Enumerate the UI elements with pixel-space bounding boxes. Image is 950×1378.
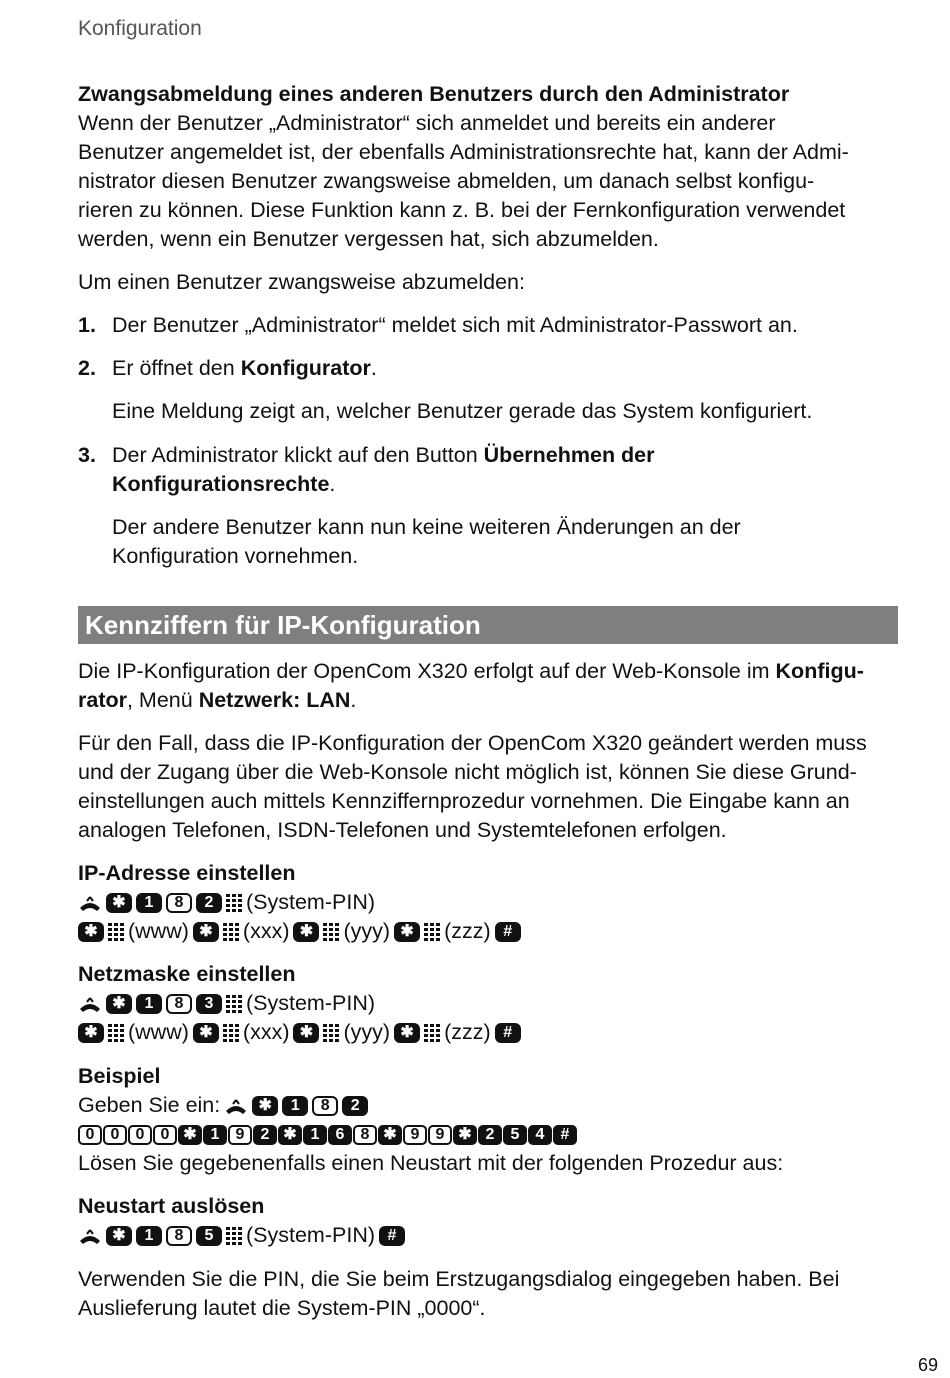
handset-lift-icon [78, 893, 102, 913]
keypad-icon [223, 1024, 239, 1042]
hash-key: # [495, 1023, 521, 1043]
example-intro: Geben Sie ein: [78, 1093, 221, 1117]
star-key: ✱ [394, 922, 420, 942]
key-8: 8 [312, 1096, 338, 1116]
example-key: ✱ [378, 1125, 402, 1145]
section-heading: Zwangsabmeldung eines anderen Benutzers durch den Administrator [78, 82, 790, 106]
paragraph-line: Wenn der Benutzer „Administrator“ sich anmeldet und bereits ein anderer [78, 111, 776, 135]
paragraph-line: werden, wenn ein Benutzer vergessen hat, sich abzumelden. [78, 227, 659, 251]
list-intro: Um einen Benutzer zwangsweise abzumelden: [78, 270, 525, 294]
example-key: 0 [153, 1125, 177, 1145]
keypad-icon [226, 1227, 242, 1245]
placeholder-label: (zzz) [444, 1020, 491, 1044]
list-item [78, 311, 898, 340]
example-key: 8 [353, 1125, 377, 1145]
running-header: Konfiguration [78, 17, 202, 40]
placeholder-label: (yyy) [343, 919, 391, 943]
hash-key: # [379, 1226, 405, 1246]
placeholder-label: (yyy) [343, 1020, 391, 1044]
star-key: ✱ [394, 1023, 420, 1043]
list-item [78, 441, 898, 499]
list-note: Der andere Benutzer kann nun keine weiteren Änderungen an der Konfiguration vornehmen. [112, 515, 741, 568]
paragraph-line: rieren zu können. Diese Funktion kann z. B. bei der Fernkonfiguration verwendet [78, 198, 846, 222]
example-key: ✱ [178, 1125, 202, 1145]
section-title-banner: Kennziffern für IP-Konfiguration [78, 606, 898, 644]
keypad-icon [108, 923, 124, 941]
list-item [78, 354, 898, 383]
example-key: 4 [528, 1125, 552, 1145]
keypad-icon [323, 923, 339, 941]
keypad-icon [226, 894, 242, 912]
paragraph-line: Auslieferung lautet die System-PIN „0000“. [78, 1296, 486, 1320]
key-sequence [78, 1018, 898, 1047]
example-key: 9 [228, 1125, 252, 1145]
paragraph-line: Lösen Sie gegebenenfalls einen Neustart mit der folgenden Prozedur aus: [78, 1151, 784, 1175]
star-key: ✱ [293, 922, 319, 942]
placeholder-label: (www) [128, 1020, 189, 1044]
placeholder-label: (System-PIN) [246, 890, 375, 914]
key-5: 5 [196, 1226, 222, 1246]
example-key: 2 [478, 1125, 502, 1145]
example-key: 1 [303, 1125, 327, 1145]
star-key: ✱ [106, 1226, 132, 1246]
key-1: 1 [136, 994, 162, 1014]
example-key: # [553, 1125, 577, 1145]
placeholder-label: (www) [128, 919, 189, 943]
example-key: 2 [253, 1125, 277, 1145]
key-8: 8 [166, 893, 192, 913]
example-key: ✱ [278, 1125, 302, 1145]
list-text: Er öffnet den Konfigurator. [112, 356, 377, 380]
list-note: Eine Meldung zeigt an, welcher Benutzer gerade das System konfiguriert. [112, 399, 813, 423]
subheading: Beispiel [78, 1064, 161, 1088]
example-intro-line [78, 1091, 898, 1120]
paragraph-line: und der Zugang über die Web-Konsole nicht möglich ist, können Sie diese Grund- [78, 760, 857, 784]
star-key: ✱ [78, 922, 104, 942]
keypad-icon [226, 995, 242, 1013]
key-2: 2 [196, 893, 222, 913]
example-key-sequence [78, 1120, 898, 1149]
example-key: ✱ [453, 1125, 477, 1145]
placeholder-label: (System-PIN) [246, 991, 375, 1015]
handset-lift-icon [78, 1226, 102, 1246]
star-key: ✱ [78, 1023, 104, 1043]
paragraph: Die IP-Konfiguration der OpenCom X320 erfolgt auf der Web-Konsole im Konfigu- rator, Menü Netzwerk: LAN. [78, 659, 864, 712]
paragraph-line: nistrator diesen Benutzer zwangsweise abmelden, um danach selbst konfigu- [78, 169, 815, 193]
example-key: 9 [428, 1125, 452, 1145]
placeholder-label: (System-PIN) [246, 1223, 375, 1247]
star-key: ✱ [252, 1096, 278, 1116]
list-number: 2. [78, 356, 96, 380]
placeholder-label: (zzz) [444, 919, 491, 943]
example-key: 0 [128, 1125, 152, 1145]
key-3: 3 [196, 994, 222, 1014]
paragraph-line: Benutzer angemeldet ist, der ebenfalls Administrationsrechte hat, kann der Admi- [78, 140, 849, 164]
key-1: 1 [282, 1096, 308, 1116]
key-1: 1 [136, 893, 162, 913]
example-key: 9 [403, 1125, 427, 1145]
subheading: IP-Adresse einstellen [78, 861, 296, 885]
key-8: 8 [166, 1226, 192, 1246]
paragraph-line: Für den Fall, dass die IP-Konfiguration der OpenCom X320 geändert werden muss [78, 731, 867, 755]
key-sequence [78, 917, 898, 946]
key-sequence [78, 989, 898, 1018]
example-key: 5 [503, 1125, 527, 1145]
list-text: Der Benutzer „Administrator“ meldet sich mit Administrator-Passwort an. [112, 313, 798, 337]
key-2: 2 [342, 1096, 368, 1116]
hash-key: # [495, 922, 521, 942]
example-key: 6 [328, 1125, 352, 1145]
star-key: ✱ [106, 893, 132, 913]
key-sequence [78, 888, 898, 917]
keypad-icon [108, 1024, 124, 1042]
handset-lift-icon [78, 994, 102, 1014]
star-key: ✱ [293, 1023, 319, 1043]
example-key: 1 [203, 1125, 227, 1145]
placeholder-label: (xxx) [242, 1020, 290, 1044]
handset-lift-icon [224, 1096, 248, 1116]
page-number: 69 [917, 1355, 938, 1375]
placeholder-label: (xxx) [242, 919, 290, 943]
example-key: 0 [103, 1125, 127, 1145]
paragraph-line: analogen Telefonen, ISDN-Telefonen und Systemtelefonen erfolgen. [78, 818, 727, 842]
keypad-icon [223, 923, 239, 941]
star-key: ✱ [106, 994, 132, 1014]
subheading: Neustart auslösen [78, 1194, 265, 1218]
star-key: ✱ [193, 1023, 219, 1043]
key-8: 8 [166, 994, 192, 1014]
example-key: 0 [78, 1125, 102, 1145]
paragraph-line: Verwenden Sie die PIN, die Sie beim Erstzugangsdialog eingegeben haben. Bei [78, 1267, 840, 1291]
keypad-icon [424, 1024, 440, 1042]
keypad-icon [323, 1024, 339, 1042]
key-1: 1 [136, 1226, 162, 1246]
star-key: ✱ [193, 922, 219, 942]
subheading: Netzmaske einstellen [78, 962, 296, 986]
list-text: Der Administrator klickt auf den Button Übernehmen der Konfigurationsrechte. [112, 443, 655, 496]
keypad-icon [424, 923, 440, 941]
paragraph-line: einstellungen auch mittels Kennziffernprozedur vornehmen. Die Eingabe kann an [78, 789, 850, 813]
list-number: 3. [78, 443, 96, 467]
list-number: 1. [78, 313, 96, 337]
key-sequence [78, 1221, 898, 1250]
